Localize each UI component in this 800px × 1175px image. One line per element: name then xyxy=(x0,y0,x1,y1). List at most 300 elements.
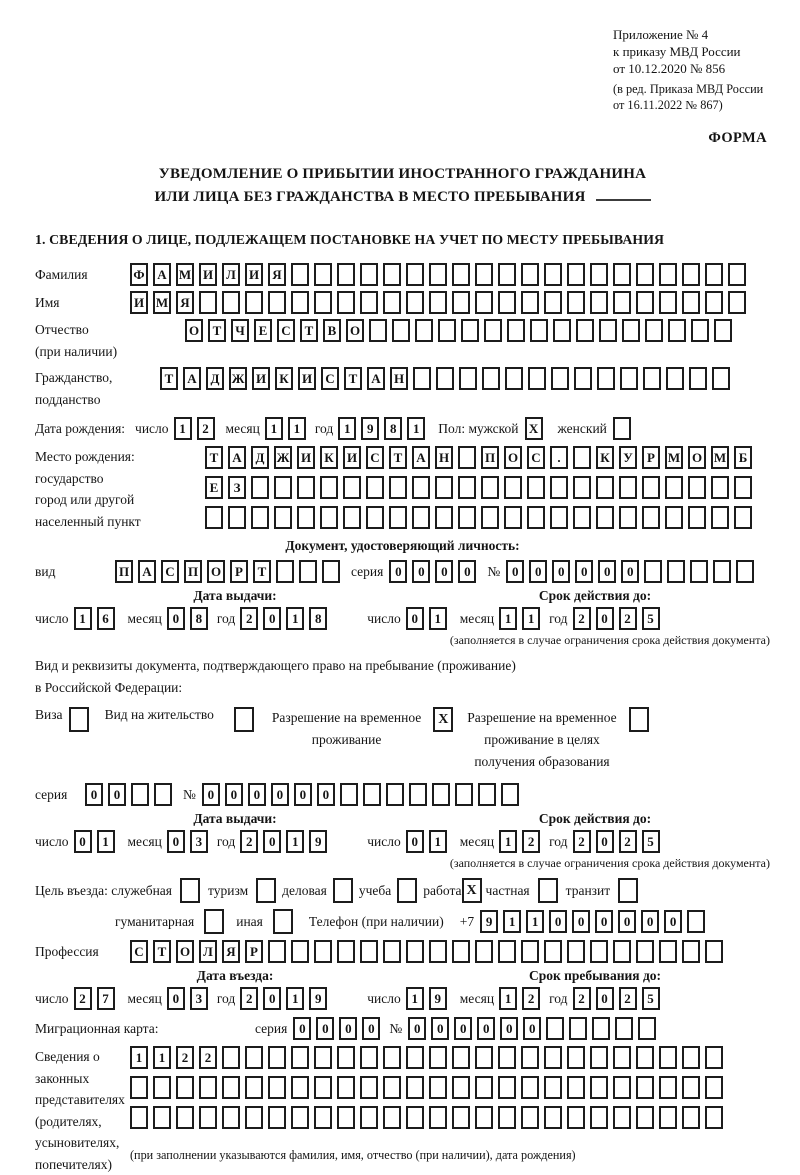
birthplace-cell[interactable] xyxy=(596,506,614,529)
guardians-cell[interactable] xyxy=(682,1106,700,1129)
phone-cell[interactable]: 0 xyxy=(641,910,659,933)
temp-residence-edu-checkbox[interactable] xyxy=(629,707,649,732)
guardians-cell[interactable] xyxy=(429,1106,447,1129)
migration-number-cell[interactable] xyxy=(615,1017,633,1040)
phone-cell[interactable]: 1 xyxy=(526,910,544,933)
birth-year-cell[interactable]: 9 xyxy=(361,417,379,440)
stay-valid-year-cell[interactable]: 2 xyxy=(573,830,591,853)
birthplace-cell[interactable] xyxy=(665,476,683,499)
birthplace-cell[interactable]: М xyxy=(665,446,683,469)
profession-cell[interactable]: С xyxy=(130,940,148,963)
doc-series-cell[interactable]: 0 xyxy=(458,560,476,583)
guardians-cell[interactable] xyxy=(475,1106,493,1129)
stay-doc-number-cell[interactable] xyxy=(455,783,473,806)
surname-cell[interactable] xyxy=(682,263,700,286)
stay-issue-day-cell[interactable]: 0 xyxy=(74,830,92,853)
citizenship-cell[interactable] xyxy=(459,367,477,390)
citizenship-cell[interactable]: А xyxy=(183,367,201,390)
migration-series-cell[interactable]: 0 xyxy=(316,1017,334,1040)
doc-kind-cell[interactable]: О xyxy=(207,560,225,583)
birthplace-cell[interactable] xyxy=(481,476,499,499)
humanitarian-checkbox[interactable] xyxy=(204,909,224,934)
stay-until-day-cell[interactable]: 9 xyxy=(429,987,447,1010)
citizenship-cell[interactable] xyxy=(436,367,454,390)
given-name-cell[interactable] xyxy=(406,291,424,314)
profession-cell[interactable] xyxy=(636,940,654,963)
patronymic-cell[interactable] xyxy=(415,319,433,342)
stay-valid-month-cell[interactable]: 2 xyxy=(522,830,540,853)
profession-cell[interactable] xyxy=(590,940,608,963)
id-issue-year-cell[interactable]: 8 xyxy=(309,607,327,630)
guardians-cell[interactable] xyxy=(130,1076,148,1099)
surname-cell[interactable] xyxy=(613,263,631,286)
surname-cell[interactable] xyxy=(636,263,654,286)
id-issue-year-cell[interactable]: 2 xyxy=(240,607,258,630)
stay-doc-number-cell[interactable]: 0 xyxy=(225,783,243,806)
surname-cell[interactable] xyxy=(291,263,309,286)
birthplace-cell[interactable]: Т xyxy=(389,446,407,469)
birthplace-cell[interactable] xyxy=(573,506,591,529)
guardians-cell[interactable] xyxy=(222,1076,240,1099)
birthplace-cell[interactable]: И xyxy=(343,446,361,469)
citizenship-cell[interactable]: Т xyxy=(344,367,362,390)
phone-cell[interactable]: 0 xyxy=(618,910,636,933)
guardians-cell[interactable] xyxy=(360,1076,378,1099)
doc-number-cell[interactable] xyxy=(690,560,708,583)
doc-number-cell[interactable] xyxy=(667,560,685,583)
given-name-cell[interactable]: И xyxy=(130,291,148,314)
patronymic-cell[interactable] xyxy=(714,319,732,342)
citizenship-cell[interactable]: И xyxy=(252,367,270,390)
guardians-cell[interactable] xyxy=(268,1076,286,1099)
birthplace-cell[interactable]: А xyxy=(412,446,430,469)
migration-number-cell[interactable]: 0 xyxy=(431,1017,449,1040)
migration-number-cell[interactable]: 0 xyxy=(523,1017,541,1040)
patronymic-cell[interactable] xyxy=(691,319,709,342)
given-name-cell[interactable] xyxy=(222,291,240,314)
tourism-checkbox[interactable] xyxy=(256,878,276,903)
stay-issue-month-cell[interactable]: 3 xyxy=(190,830,208,853)
guardians-cell[interactable] xyxy=(452,1046,470,1069)
birthplace-cell[interactable] xyxy=(435,506,453,529)
guardians-cell[interactable] xyxy=(314,1106,332,1129)
id-issue-day-cell[interactable]: 1 xyxy=(74,607,92,630)
guardians-cell[interactable] xyxy=(636,1106,654,1129)
profession-cell[interactable] xyxy=(498,940,516,963)
surname-cell[interactable] xyxy=(544,263,562,286)
migration-number-cell[interactable]: 0 xyxy=(408,1017,426,1040)
doc-series-cell[interactable]: 0 xyxy=(412,560,430,583)
surname-cell[interactable]: Ф xyxy=(130,263,148,286)
guardians-cell[interactable] xyxy=(176,1076,194,1099)
birthplace-cell[interactable] xyxy=(711,506,729,529)
profession-cell[interactable] xyxy=(337,940,355,963)
guardians-cell[interactable] xyxy=(659,1106,677,1129)
birthplace-cell[interactable] xyxy=(481,506,499,529)
id-valid-day-cell[interactable]: 0 xyxy=(406,607,424,630)
given-name-cell[interactable]: Я xyxy=(176,291,194,314)
profession-cell[interactable] xyxy=(659,940,677,963)
guardians-cell[interactable] xyxy=(406,1046,424,1069)
citizenship-cell[interactable]: Д xyxy=(206,367,224,390)
birth-day-cell[interactable]: 1 xyxy=(174,417,192,440)
birthplace-cell[interactable] xyxy=(274,476,292,499)
profession-cell[interactable]: Л xyxy=(199,940,217,963)
migration-number-cell[interactable] xyxy=(592,1017,610,1040)
sex-male-cell[interactable]: X xyxy=(525,417,543,440)
entry-year-cell[interactable]: 0 xyxy=(263,987,281,1010)
id-issue-month-cell[interactable]: 0 xyxy=(167,607,185,630)
id-valid-year-cell[interactable]: 5 xyxy=(642,607,660,630)
stay-issue-month-cell[interactable]: 0 xyxy=(167,830,185,853)
birthplace-cell[interactable]: Б xyxy=(734,446,752,469)
doc-number-cell[interactable]: 0 xyxy=(621,560,639,583)
guardians-cell[interactable] xyxy=(245,1106,263,1129)
patronymic-cell[interactable] xyxy=(507,319,525,342)
guardians-cell[interactable]: 2 xyxy=(176,1046,194,1069)
private-checkbox[interactable] xyxy=(538,878,558,903)
surname-cell[interactable] xyxy=(337,263,355,286)
birthplace-cell[interactable] xyxy=(573,446,591,469)
doc-kind-cell[interactable]: А xyxy=(138,560,156,583)
guardians-cell[interactable] xyxy=(475,1046,493,1069)
birthplace-cell[interactable] xyxy=(366,476,384,499)
birthplace-cell[interactable] xyxy=(642,506,660,529)
birthplace-cell[interactable]: Д xyxy=(251,446,269,469)
surname-cell[interactable]: Я xyxy=(268,263,286,286)
stay-doc-number-cell[interactable] xyxy=(409,783,427,806)
given-name-cell[interactable] xyxy=(452,291,470,314)
study-checkbox[interactable] xyxy=(397,878,417,903)
guardians-cell[interactable] xyxy=(498,1076,516,1099)
guardians-cell[interactable] xyxy=(130,1106,148,1129)
patronymic-cell[interactable] xyxy=(438,319,456,342)
birthplace-cell[interactable] xyxy=(504,506,522,529)
doc-kind-cell[interactable] xyxy=(322,560,340,583)
birthplace-cell[interactable]: А xyxy=(228,446,246,469)
doc-number-cell[interactable]: 0 xyxy=(529,560,547,583)
guardians-cell[interactable]: 1 xyxy=(130,1046,148,1069)
migration-series-cell[interactable]: 0 xyxy=(362,1017,380,1040)
guardians-cell[interactable] xyxy=(590,1106,608,1129)
id-issue-year-cell[interactable]: 0 xyxy=(263,607,281,630)
birthplace-cell[interactable]: Р xyxy=(642,446,660,469)
given-name-cell[interactable] xyxy=(705,291,723,314)
guardians-cell[interactable] xyxy=(475,1076,493,1099)
patronymic-cell[interactable] xyxy=(645,319,663,342)
birthplace-cell[interactable] xyxy=(458,446,476,469)
id-valid-month-cell[interactable]: 1 xyxy=(522,607,540,630)
guardians-cell[interactable] xyxy=(659,1076,677,1099)
id-valid-year-cell[interactable]: 2 xyxy=(619,607,637,630)
guardians-cell[interactable] xyxy=(291,1106,309,1129)
citizenship-cell[interactable] xyxy=(712,367,730,390)
guardians-cell[interactable] xyxy=(199,1106,217,1129)
guardians-cell[interactable] xyxy=(705,1106,723,1129)
stay-issue-year-cell[interactable]: 0 xyxy=(263,830,281,853)
birthplace-cell[interactable]: О xyxy=(504,446,522,469)
surname-cell[interactable]: И xyxy=(199,263,217,286)
profession-cell[interactable] xyxy=(360,940,378,963)
given-name-cell[interactable] xyxy=(567,291,585,314)
id-valid-day-cell[interactable]: 1 xyxy=(429,607,447,630)
guardians-cell[interactable] xyxy=(498,1046,516,1069)
business-checkbox[interactable] xyxy=(333,878,353,903)
stay-doc-number-cell[interactable]: 0 xyxy=(294,783,312,806)
birthplace-cell[interactable] xyxy=(527,476,545,499)
guardians-cell[interactable] xyxy=(452,1106,470,1129)
birthplace-cell[interactable]: И xyxy=(297,446,315,469)
stay-until-year-cell[interactable]: 0 xyxy=(596,987,614,1010)
birthplace-cell[interactable] xyxy=(320,476,338,499)
birth-month-cell[interactable]: 1 xyxy=(265,417,283,440)
patronymic-cell[interactable] xyxy=(392,319,410,342)
birthplace-cell[interactable] xyxy=(550,506,568,529)
guardians-cell[interactable] xyxy=(314,1046,332,1069)
profession-cell[interactable] xyxy=(567,940,585,963)
phone-cell[interactable]: 0 xyxy=(549,910,567,933)
birthplace-cell[interactable] xyxy=(297,506,315,529)
phone-cell[interactable]: 0 xyxy=(595,910,613,933)
guardians-cell[interactable] xyxy=(153,1076,171,1099)
given-name-cell[interactable] xyxy=(682,291,700,314)
citizenship-cell[interactable] xyxy=(505,367,523,390)
given-name-cell[interactable] xyxy=(245,291,263,314)
stay-issue-day-cell[interactable]: 1 xyxy=(97,830,115,853)
guardians-cell[interactable] xyxy=(521,1076,539,1099)
doc-kind-cell[interactable]: П xyxy=(184,560,202,583)
stay-issue-year-cell[interactable]: 9 xyxy=(309,830,327,853)
guardians-cell[interactable] xyxy=(682,1046,700,1069)
doc-kind-cell[interactable]: П xyxy=(115,560,133,583)
temp-residence-checkbox[interactable]: X xyxy=(433,707,453,732)
birthplace-cell[interactable] xyxy=(711,476,729,499)
entry-year-cell[interactable]: 9 xyxy=(309,987,327,1010)
sex-female-cell[interactable] xyxy=(613,417,631,440)
birthplace-cell[interactable] xyxy=(251,506,269,529)
entry-month-cell[interactable]: 3 xyxy=(190,987,208,1010)
guardians-cell[interactable] xyxy=(544,1106,562,1129)
birthplace-cell[interactable] xyxy=(619,476,637,499)
birthplace-cell[interactable]: С xyxy=(366,446,384,469)
birthplace-cell[interactable] xyxy=(274,506,292,529)
guardians-cell[interactable] xyxy=(360,1106,378,1129)
birthplace-cell[interactable] xyxy=(412,476,430,499)
given-name-cell[interactable] xyxy=(360,291,378,314)
official-checkbox[interactable] xyxy=(180,878,200,903)
guardians-cell[interactable] xyxy=(636,1046,654,1069)
birthplace-cell[interactable] xyxy=(642,476,660,499)
profession-cell[interactable] xyxy=(429,940,447,963)
phone-cell[interactable]: 0 xyxy=(664,910,682,933)
stay-doc-series-cell[interactable]: 0 xyxy=(85,783,103,806)
birthplace-cell[interactable] xyxy=(228,506,246,529)
birth-year-cell[interactable]: 1 xyxy=(407,417,425,440)
guardians-cell[interactable] xyxy=(705,1076,723,1099)
birthplace-cell[interactable] xyxy=(665,506,683,529)
surname-cell[interactable] xyxy=(406,263,424,286)
birthplace-cell[interactable] xyxy=(504,476,522,499)
stay-doc-series-cell[interactable] xyxy=(154,783,172,806)
citizenship-cell[interactable] xyxy=(413,367,431,390)
citizenship-cell[interactable] xyxy=(574,367,592,390)
surname-cell[interactable] xyxy=(475,263,493,286)
guardians-cell[interactable] xyxy=(314,1076,332,1099)
birthplace-cell[interactable] xyxy=(343,506,361,529)
profession-cell[interactable] xyxy=(682,940,700,963)
guardians-cell[interactable] xyxy=(567,1046,585,1069)
stay-valid-year-cell[interactable]: 2 xyxy=(619,830,637,853)
doc-number-cell[interactable]: 0 xyxy=(552,560,570,583)
guardians-cell[interactable] xyxy=(268,1046,286,1069)
birthplace-cell[interactable] xyxy=(435,476,453,499)
stay-issue-year-cell[interactable]: 2 xyxy=(240,830,258,853)
guardians-cell[interactable] xyxy=(636,1076,654,1099)
profession-cell[interactable] xyxy=(521,940,539,963)
patronymic-cell[interactable] xyxy=(622,319,640,342)
stay-until-year-cell[interactable]: 2 xyxy=(619,987,637,1010)
surname-cell[interactable] xyxy=(567,263,585,286)
migration-number-cell[interactable] xyxy=(638,1017,656,1040)
birthplace-cell[interactable]: К xyxy=(596,446,614,469)
birthplace-cell[interactable]: . xyxy=(550,446,568,469)
guardians-cell[interactable] xyxy=(383,1076,401,1099)
given-name-cell[interactable] xyxy=(728,291,746,314)
guardians-cell[interactable] xyxy=(498,1106,516,1129)
guardians-cell[interactable] xyxy=(360,1046,378,1069)
stay-doc-number-cell[interactable]: 0 xyxy=(271,783,289,806)
doc-kind-cell[interactable]: С xyxy=(161,560,179,583)
birthplace-cell[interactable] xyxy=(734,506,752,529)
given-name-cell[interactable] xyxy=(268,291,286,314)
given-name-cell[interactable] xyxy=(636,291,654,314)
migration-number-cell[interactable] xyxy=(546,1017,564,1040)
birthplace-cell[interactable] xyxy=(458,476,476,499)
guardians-cell[interactable] xyxy=(199,1076,217,1099)
citizenship-cell[interactable] xyxy=(482,367,500,390)
patronymic-cell[interactable]: О xyxy=(346,319,364,342)
id-valid-year-cell[interactable]: 0 xyxy=(596,607,614,630)
patronymic-cell[interactable] xyxy=(369,319,387,342)
guardians-cell[interactable] xyxy=(383,1046,401,1069)
birthplace-cell[interactable] xyxy=(320,506,338,529)
birthplace-cell[interactable]: К xyxy=(320,446,338,469)
id-issue-month-cell[interactable]: 8 xyxy=(190,607,208,630)
surname-cell[interactable] xyxy=(360,263,378,286)
surname-cell[interactable] xyxy=(383,263,401,286)
guardians-cell[interactable] xyxy=(705,1046,723,1069)
doc-kind-cell[interactable]: Р xyxy=(230,560,248,583)
birthplace-cell[interactable]: Ж xyxy=(274,446,292,469)
guardians-cell[interactable] xyxy=(452,1076,470,1099)
given-name-cell[interactable] xyxy=(590,291,608,314)
birthplace-cell[interactable] xyxy=(527,506,545,529)
visa-checkbox[interactable] xyxy=(69,707,89,732)
stay-until-month-cell[interactable]: 2 xyxy=(522,987,540,1010)
id-valid-month-cell[interactable]: 1 xyxy=(499,607,517,630)
patronymic-cell[interactable]: О xyxy=(185,319,203,342)
birthplace-cell[interactable] xyxy=(688,506,706,529)
birthplace-cell[interactable]: З xyxy=(228,476,246,499)
doc-number-cell[interactable] xyxy=(713,560,731,583)
guardians-cell[interactable] xyxy=(521,1106,539,1129)
stay-until-day-cell[interactable]: 1 xyxy=(406,987,424,1010)
citizenship-cell[interactable] xyxy=(689,367,707,390)
doc-number-cell[interactable]: 0 xyxy=(598,560,616,583)
patronymic-cell[interactable] xyxy=(576,319,594,342)
stay-valid-year-cell[interactable]: 5 xyxy=(642,830,660,853)
surname-cell[interactable]: М xyxy=(176,263,194,286)
migration-number-cell[interactable]: 0 xyxy=(477,1017,495,1040)
guardians-cell[interactable] xyxy=(429,1076,447,1099)
birth-month-cell[interactable]: 1 xyxy=(288,417,306,440)
migration-number-cell[interactable] xyxy=(569,1017,587,1040)
birthplace-cell[interactable] xyxy=(297,476,315,499)
surname-cell[interactable]: И xyxy=(245,263,263,286)
profession-cell[interactable] xyxy=(383,940,401,963)
given-name-cell[interactable] xyxy=(291,291,309,314)
guardians-cell[interactable] xyxy=(567,1076,585,1099)
birthplace-cell[interactable] xyxy=(205,506,223,529)
patronymic-cell[interactable]: Т xyxy=(208,319,226,342)
guardians-cell[interactable] xyxy=(590,1076,608,1099)
guardians-cell[interactable] xyxy=(429,1046,447,1069)
guardians-cell[interactable] xyxy=(245,1046,263,1069)
birthplace-cell[interactable] xyxy=(343,476,361,499)
stay-doc-number-cell[interactable] xyxy=(478,783,496,806)
stay-doc-number-cell[interactable] xyxy=(501,783,519,806)
birthplace-cell[interactable]: Н xyxy=(435,446,453,469)
stay-doc-number-cell[interactable] xyxy=(386,783,404,806)
surname-cell[interactable] xyxy=(429,263,447,286)
patronymic-cell[interactable] xyxy=(484,319,502,342)
birthplace-cell[interactable] xyxy=(458,506,476,529)
birthplace-cell[interactable]: М xyxy=(711,446,729,469)
given-name-cell[interactable] xyxy=(337,291,355,314)
birthplace-cell[interactable] xyxy=(734,476,752,499)
citizenship-cell[interactable]: С xyxy=(321,367,339,390)
stay-doc-number-cell[interactable] xyxy=(340,783,358,806)
stay-doc-number-cell[interactable] xyxy=(363,783,381,806)
guardians-cell[interactable] xyxy=(291,1076,309,1099)
guardians-cell[interactable] xyxy=(544,1046,562,1069)
patronymic-cell[interactable] xyxy=(553,319,571,342)
citizenship-cell[interactable]: К xyxy=(275,367,293,390)
doc-number-cell[interactable] xyxy=(644,560,662,583)
surname-cell[interactable] xyxy=(498,263,516,286)
profession-cell[interactable]: Т xyxy=(153,940,171,963)
phone-cell[interactable]: 0 xyxy=(572,910,590,933)
phone-cell[interactable] xyxy=(687,910,705,933)
guardians-cell[interactable] xyxy=(337,1106,355,1129)
birthplace-cell[interactable] xyxy=(389,506,407,529)
profession-cell[interactable]: О xyxy=(176,940,194,963)
stay-until-year-cell[interactable]: 2 xyxy=(573,987,591,1010)
stay-doc-series-cell[interactable]: 0 xyxy=(108,783,126,806)
guardians-cell[interactable] xyxy=(406,1106,424,1129)
guardians-cell[interactable] xyxy=(613,1046,631,1069)
surname-cell[interactable] xyxy=(314,263,332,286)
surname-cell[interactable]: Л xyxy=(222,263,240,286)
profession-cell[interactable] xyxy=(314,940,332,963)
profession-cell[interactable]: Р xyxy=(245,940,263,963)
birthplace-cell[interactable]: У xyxy=(619,446,637,469)
doc-number-cell[interactable]: 0 xyxy=(506,560,524,583)
work-checkbox[interactable]: X xyxy=(462,878,482,903)
citizenship-cell[interactable]: Н xyxy=(390,367,408,390)
citizenship-cell[interactable] xyxy=(666,367,684,390)
guardians-cell[interactable] xyxy=(291,1046,309,1069)
